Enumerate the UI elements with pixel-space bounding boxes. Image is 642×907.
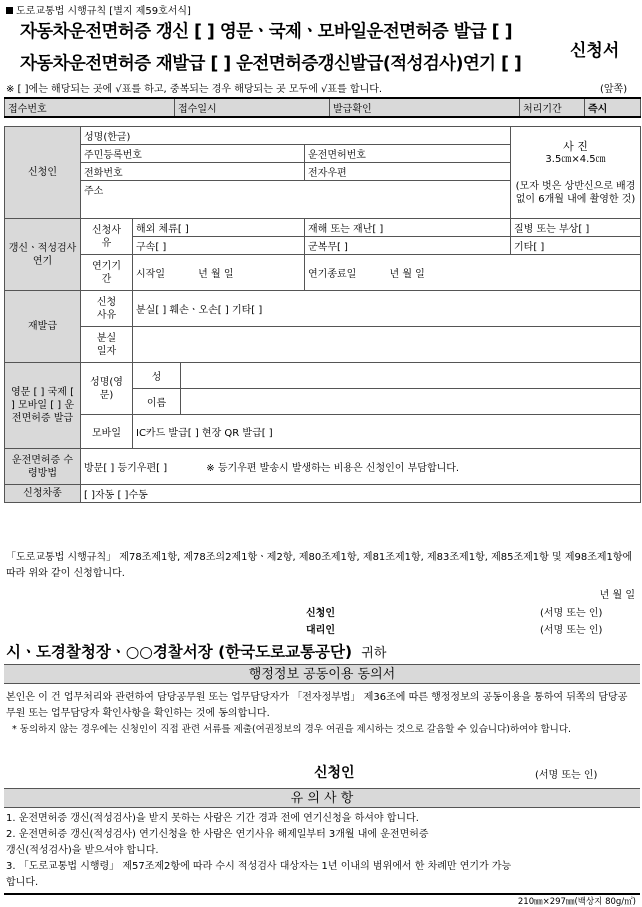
application-table xyxy=(4,126,641,503)
issue-confirm[interactable]: 발급확인 xyxy=(330,98,520,117)
receive-note: ※ 등기우편 발송시 발생하는 비용은 신청인이 부담합니다. xyxy=(206,463,460,474)
law-reference xyxy=(6,2,191,17)
addressee-suffix: 귀하 xyxy=(361,646,387,661)
applicant-sign[interactable]: (서명 또는 인) xyxy=(540,608,603,619)
consent-title: 행정정보 공동이용 동의서 xyxy=(4,664,640,684)
name-korean-field[interactable] xyxy=(81,127,511,145)
processing-period-value: 즉시 xyxy=(585,98,641,117)
phone-label: 전화번호 xyxy=(84,168,123,179)
addressee xyxy=(6,640,386,662)
loss-date-field[interactable] xyxy=(133,327,641,363)
page-side: (앞쪽) xyxy=(600,84,628,95)
license-number-label: 운전면허번호 xyxy=(308,150,366,161)
surname-field[interactable] xyxy=(181,363,641,389)
addressee-name: 시ㆍ도경찰청장ㆍ○○경찰서장 (한국도로교통공단) xyxy=(6,643,353,661)
reason-detention[interactable]: 구속[ ] xyxy=(133,237,305,255)
phone-field[interactable] xyxy=(81,163,305,181)
consent-note: * 동의하지 않는 경우에는 신청인이 직접 관련 서류를 제출(여권정보의 경우 여권을 제시하는 것으로 갈음할 수 있습니다)하여야 합니다. xyxy=(12,724,572,735)
end-label: 연기종료일 xyxy=(308,269,357,280)
email-label: 전자우편 xyxy=(308,168,347,179)
caution-item: 1. 운전면허증 갱신(적성검사)을 받지 못하는 사람은 기간 경과 전에 연기신청을 하셔야 합니다. xyxy=(6,813,419,824)
english-section: 영문 [ ] 국제 [ ] 모바일 [ ] 운전면허증 발급 xyxy=(5,363,81,449)
reissue-section: 재발급 xyxy=(5,291,81,363)
license-number-field[interactable] xyxy=(305,145,511,163)
deferral-section: 갱신ㆍ적성검사 연기 xyxy=(5,219,81,291)
given-name-label: 이름 xyxy=(133,389,181,415)
caution-item: 2. 운전면허증 갱신(적성검사) 연기신청을 한 사람은 연기사유 해제일부터 3개월 내에 운전면허증 xyxy=(6,829,429,840)
form-title-line1: 자동차운전면허증 갱신 [ ] 영문ㆍ국제ㆍ모바일운전면허증 발급 [ ] xyxy=(20,22,512,42)
reason-military[interactable]: 군복무[ ] xyxy=(305,237,511,255)
consent-body: 본인은 이 건 업무처리와 관련하여 담당공무원 또는 업무담당자가 「전자정부법」 제36조에 따른 행정정보의 공동이용을 통하여 뒤쪽의 담당공무원 또는 업무담당자 확인사항을 확인하는 것에 동의합니다. xyxy=(6,692,628,719)
agent-sign[interactable]: (서명 또는 인) xyxy=(540,625,603,636)
consent-sign[interactable]: (서명 또는 인) xyxy=(535,770,598,781)
receive-method-label: 운전면허증 수령방법 xyxy=(5,449,81,485)
end-date: 년 월 일 xyxy=(389,269,425,280)
check-note: ※ [ ]에는 해당되는 곳에 √표를 하고, 중복되는 경우 해당되는 곳 모두에 √표를 합니다. xyxy=(6,84,383,95)
sign-date[interactable]: 년 월 일 xyxy=(599,590,635,601)
email-field[interactable] xyxy=(305,163,511,181)
caution-item: 갱신(적성검사)을 받으셔야 합니다. xyxy=(6,845,159,856)
receipt-date[interactable]: 접수일시 xyxy=(175,98,330,117)
caution-title: 유 의 사 항 xyxy=(4,788,640,808)
name-korean-label: 성명(한글) xyxy=(84,132,131,143)
reissue-reasons[interactable]: 분실[ ] 훼손ㆍ오손[ ] 기타[ ] xyxy=(133,291,641,327)
reason-illness[interactable]: 질병 또는 부상[ ] xyxy=(511,219,641,237)
receipt-table xyxy=(4,97,641,118)
rrn-label: 주민등록번호 xyxy=(84,150,142,161)
rrn-field[interactable] xyxy=(81,145,305,163)
address-label: 주소 xyxy=(84,186,104,197)
deferral-reason-label: 신청사유 xyxy=(81,219,133,255)
applicant-section: 신청인 xyxy=(5,127,81,219)
caution-item: 3. 「도로교통법 시행령」 제57조제2항에 따라 수시 적성검사 대상자는 1년 이내의 범위에서 한 차례만 연기가 가능 xyxy=(6,861,512,872)
caution-list xyxy=(6,811,636,891)
deferral-period-label: 연기기간 xyxy=(81,255,133,291)
start-label: 시작일 xyxy=(136,269,165,280)
english-name-label: 성명(영문) xyxy=(81,363,133,415)
paper-spec: 210㎜×297㎜(백상지 80g/㎡) xyxy=(517,897,636,907)
photo-title: 사 진 xyxy=(563,139,588,153)
consent-applicant-label: 신청인 xyxy=(314,765,355,781)
address-field[interactable] xyxy=(81,181,511,219)
photo-box xyxy=(511,127,641,219)
reissue-reason-label: 신청사유 xyxy=(81,291,133,327)
caution-item: 합니다. xyxy=(6,877,39,888)
receive-options[interactable]: 방문[ ] 등기우편[ ] xyxy=(84,463,168,474)
photo-note: (모자 벗은 상반신으로 배경 없이 6개월 내에 촬영한 것) xyxy=(515,180,636,205)
form-type: 신청서 xyxy=(570,41,620,61)
receipt-number[interactable]: 접수번호 xyxy=(5,98,175,117)
loss-date-label: 분실일자 xyxy=(81,327,133,363)
reason-disaster[interactable]: 재해 또는 재난[ ] xyxy=(305,219,511,237)
agent-sign-label: 대리인 xyxy=(306,625,335,636)
given-name-field[interactable] xyxy=(181,389,641,415)
deferral-start-field[interactable] xyxy=(133,255,305,291)
surname-label: 성 xyxy=(133,363,181,389)
reason-overseas[interactable]: 해외 체류[ ] xyxy=(133,219,305,237)
legal-statement: 「도로교통법 시행규칙」 제78조제1항, 제78조의2제1항ㆍ제2항, 제80조제1항, 제81조제1항, 제83조제1항, 제85조제1항 및 제98조제1항에 따라 위와 같이 신청합니다. xyxy=(6,552,633,579)
start-date: 년 월 일 xyxy=(198,269,234,280)
vehicle-type-options[interactable]: [ ]자동 [ ]수동 xyxy=(81,485,641,503)
photo-size: 3.5㎝×4.5㎝ xyxy=(545,153,606,165)
processing-period-label: 처리기간 xyxy=(520,98,585,117)
deferral-end-field[interactable] xyxy=(305,255,641,291)
mobile-label: 모바일 xyxy=(81,415,133,449)
vehicle-type-label: 신청차종 xyxy=(5,485,81,503)
law-reference-text: 도로교통법 시행규칙 [별지 제59호서식] xyxy=(16,6,191,17)
applicant-sign-label: 신청인 xyxy=(306,608,335,619)
form-title-line2: 자동차운전면허증 재발급 [ ] 운전면허증갱신발급(적성검사)연기 [ ] xyxy=(20,54,522,74)
receive-method-field[interactable] xyxy=(81,449,641,485)
reason-other[interactable]: 기타[ ] xyxy=(511,237,641,255)
mobile-options[interactable]: IC카드 발급[ ] 현장 QR 발급[ ] xyxy=(133,415,641,449)
